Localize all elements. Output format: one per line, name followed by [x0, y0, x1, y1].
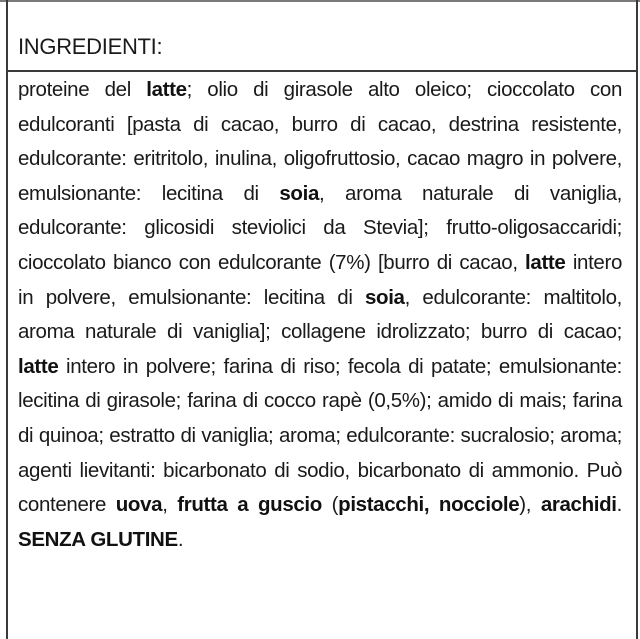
allergen-emphasis: frutta a guscio — [177, 493, 322, 517]
allergen-emphasis: pistacchi, nocciole — [338, 493, 520, 517]
ingredients-heading: INGREDIENTI: — [18, 34, 163, 59]
allergen-emphasis: arachidi — [540, 493, 617, 517]
ingredient-text-run: ( — [321, 493, 339, 517]
ingredient-text-run: intero in polvere, emulsionante: lecitina di — [18, 250, 622, 309]
ingredient-text-run: ), — [519, 493, 541, 517]
allergen-emphasis: soia — [364, 285, 405, 309]
allergen-emphasis: uova — [115, 493, 163, 517]
ingredients-text — [18, 73, 622, 557]
allergen-emphasis: latte — [525, 250, 566, 274]
ingredient-text-run: proteine del — [18, 78, 147, 101]
label-border-right — [636, 0, 638, 639]
heading-divider — [8, 70, 636, 72]
label-border-left — [6, 0, 8, 639]
allergen-emphasis: latte — [18, 354, 59, 378]
ingredient-text-run: , edulcorante: maltitolo, aroma naturale di vaniglia]; collagene idrolizzato; burro di cacao; — [18, 285, 623, 344]
allergen-emphasis: SENZA GLUTINE — [18, 527, 178, 551]
ingredient-text-run: . — [616, 493, 622, 517]
allergen-emphasis: soia — [279, 181, 319, 205]
ingredient-text-run: . — [177, 527, 184, 551]
ingredient-text-run: , — [162, 493, 178, 517]
ingredient-text-run: ; olio di girasole alto oleico; cioccolato con edulcoranti [pasta di cacao, burro di cacao, destrina resistente, edulcorante: eritritolo, inulina, oligofruttosio, cacao magro in polvere, emulsionante: lecitina di — [18, 78, 623, 205]
ingredient-text-run: , aroma naturale di vaniglia, edulcorante: glicosidi steviolici da Stevia]; frutto-oligosaccaridi; cioccolato bianco con edulcorante (7%) [burro di cacao, — [18, 181, 622, 274]
label-border-top — [0, 0, 640, 2]
ingredient-text-run: intero in polvere; farina di riso; fecola di patate; emulsionante: lecitina di girasole; farina di cocco rapè (0,5%); amido di mais; farina di quinoa; estratto di vaniglia; aroma; edulcorante: sucralosio; aroma; agenti lievitanti: bicarbonato di sodio, bicarbonato di ammonio. Può contenere — [18, 354, 622, 517]
allergen-emphasis: latte — [146, 78, 187, 101]
